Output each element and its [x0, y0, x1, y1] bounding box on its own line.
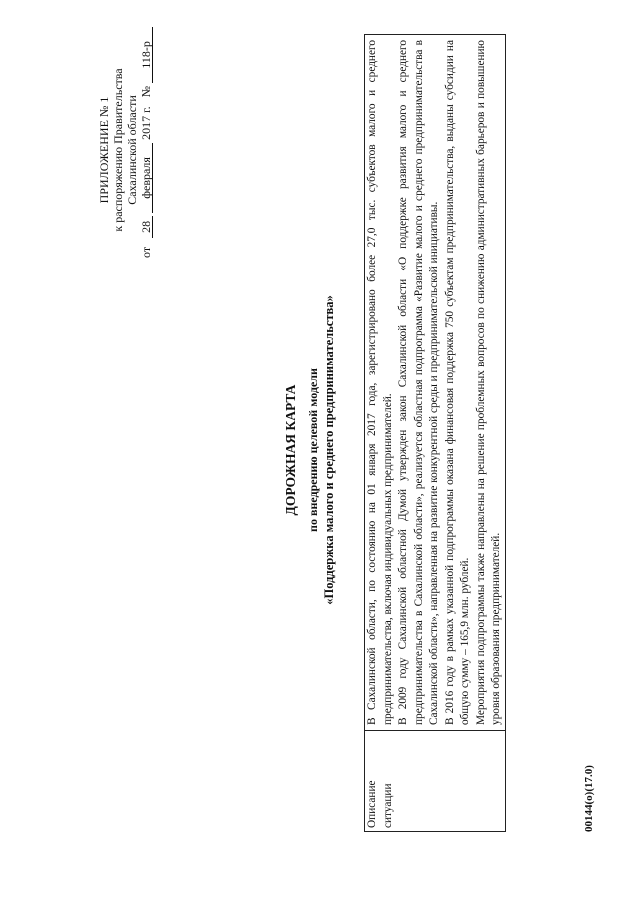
row-content — [365, 35, 506, 731]
roadmap-table — [364, 34, 506, 832]
appendix-title: ПРИЛОЖЕНИЕ № 1 — [97, 96, 111, 204]
appendix-date-line — [139, 20, 153, 258]
appendix-line-2: Сахалинской области — [125, 95, 139, 205]
paragraph-subprogram-measures: Мероприятия подпрограммы также направлены на решение проблемных вопросов по снижению административных барьеров и повышению уровня образования предпринимателей. — [474, 40, 502, 725]
appendix-number: 118-р — [140, 27, 153, 83]
appendix-month: февраля — [140, 143, 153, 213]
table-row — [365, 35, 506, 832]
heading-subtitle: по внедрению целевой модели — [306, 368, 320, 532]
appendix-from: от — [139, 246, 153, 258]
appendix-line-1: к распоряжению Правительства — [111, 68, 125, 232]
appendix-block — [97, 20, 153, 280]
document-page — [45, 20, 605, 880]
row-label: Описание ситуации — [365, 731, 506, 832]
footer-form-code: 00144(о)(17.0) — [583, 765, 595, 832]
appendix-day: 28 — [140, 216, 153, 238]
paragraph-financial-support: В 2016 году в рамках указанной подпрограммы оказана финансовая поддержка 750 субъектам предпринимательства, выданы субсидии на общую сумму – 165,9 млн. рублей. — [443, 40, 471, 725]
heading-model: «Поддержка малого и среднего предпринимательства» — [322, 295, 336, 605]
paragraph-law-and-subprogram: В 2009 году Сахалинской областной Думой утвержден закон Сахалинской области «О поддержке развития малого и среднего предпринимательства в Сахалинской области», реализуется областная подпрограмма «Развитие малого и среднего предпринимательства в Сахалинской области», направленная на развитие конкурентной среды и предпринимательской инициативы. — [397, 40, 440, 725]
appendix-number-sign: № — [139, 85, 153, 98]
appendix-year: 2017 г. — [139, 106, 153, 140]
paragraph-registered-entities: В Сахалинской области, по состоянию на 01 января 2017 года, зарегистрировано более 27,0 тыс. субъектов малого и среднего предпринимательства, включая индивидуальных предпринимателей. — [366, 40, 394, 725]
heading-title: ДОРОЖНАЯ КАРТА — [283, 384, 298, 516]
